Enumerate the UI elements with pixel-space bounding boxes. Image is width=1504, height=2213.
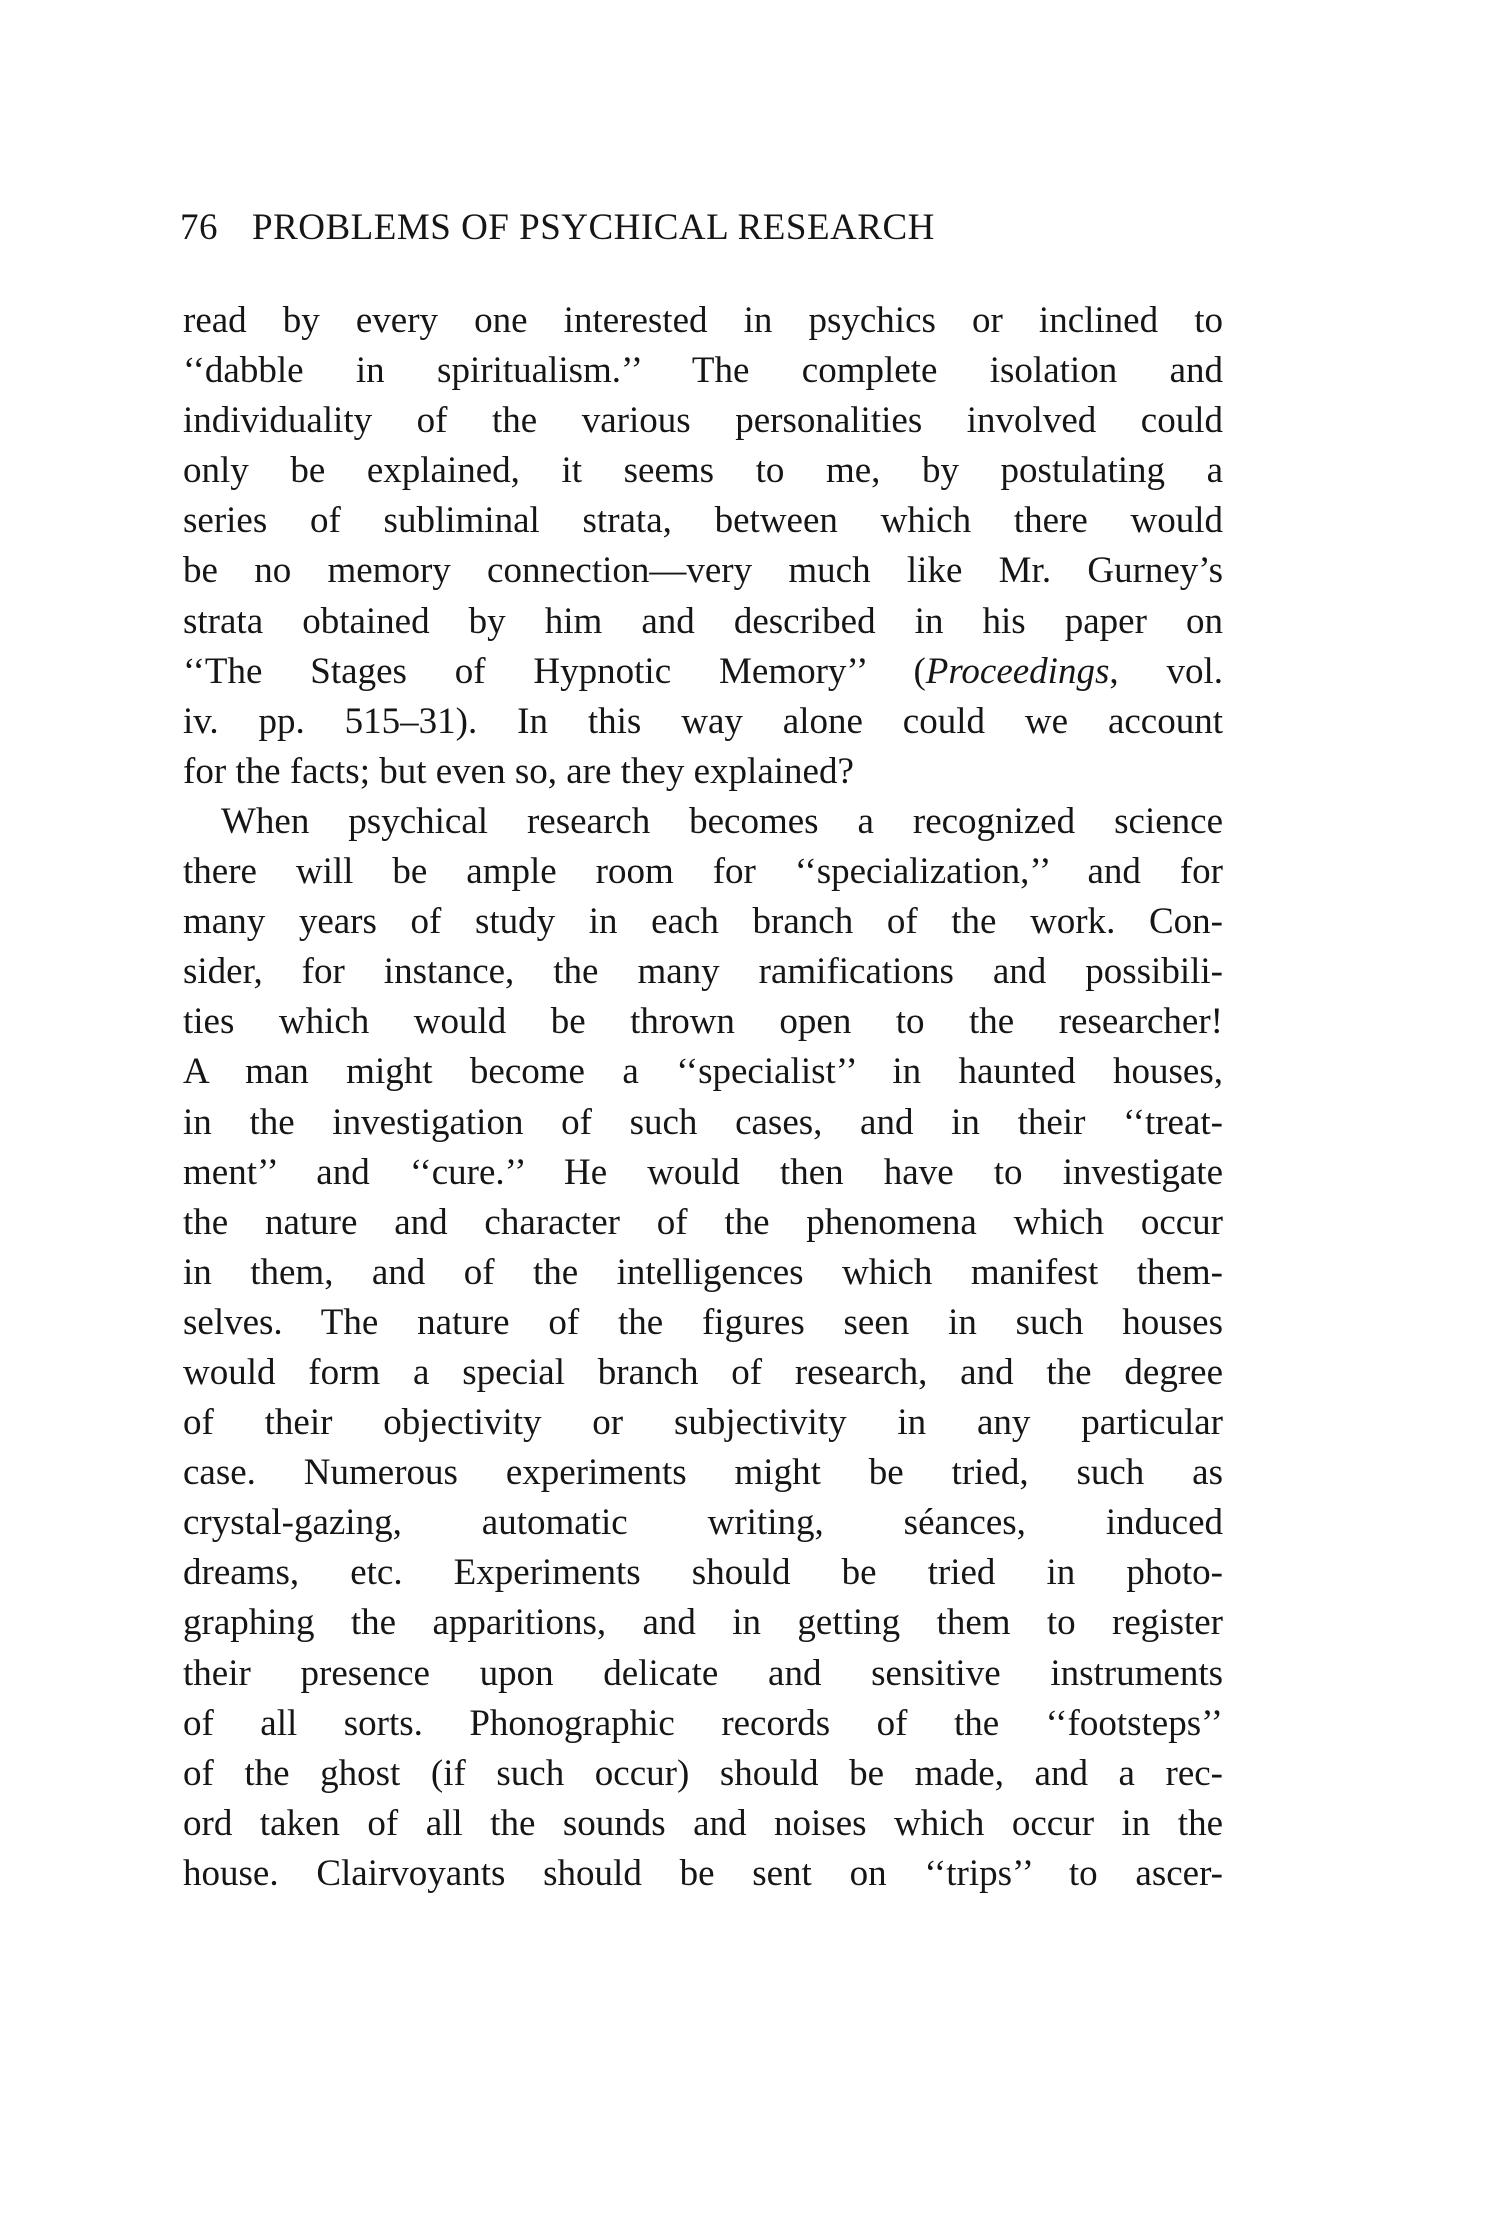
text-line: of the ghost (if such occur) should be made, and a rec- — [183, 1752, 1223, 1794]
running-title: PROBLEMS OF PSYCHICAL RESEARCH — [252, 207, 935, 248]
text-line: case. Numerous experiments might be tried, such as — [183, 1452, 1223, 1494]
text-line: in them, and of the intelligences which manifest them- — [183, 1251, 1223, 1293]
running-header — [180, 206, 1230, 249]
text-line: be no memory connection—very much like Mr. Gurney’s — [183, 550, 1223, 592]
paragraph — [183, 296, 1223, 797]
text-line: in the investigation of such cases, and in their ‘‘treat- — [183, 1101, 1223, 1143]
text-line: iv. pp. 515–31). In this way alone could we account — [183, 700, 1223, 742]
text-line: individuality of the various personalities involved could — [183, 400, 1223, 442]
text-line: would form a special branch of research, and the degree — [183, 1351, 1223, 1393]
text-line: the nature and character of the phenomena which occur — [183, 1201, 1223, 1243]
page-body — [183, 296, 1223, 1899]
text-line: ment’’ and ‘‘cure.’’ He would then have to investigate — [183, 1151, 1223, 1193]
text-line: graphing the apparitions, and in getting them to register — [183, 1602, 1223, 1644]
paragraph — [183, 797, 1223, 1899]
text-line: for the facts; but even so, are they explained? — [183, 750, 854, 792]
text-line: of all sorts. Phonographic records of the ‘‘footsteps’’ — [183, 1702, 1223, 1744]
text-line: crystal-gazing, automatic writing, séances, induced — [183, 1502, 1223, 1544]
text-line: only be explained, it seems to me, by postulating a — [183, 450, 1223, 492]
text-line: their presence upon delicate and sensitive instruments — [183, 1652, 1223, 1694]
text-line: read by every one interested in psychics or inclined to — [183, 300, 1223, 341]
text-line: strata obtained by him and described in his paper on — [183, 600, 1223, 642]
text-line: ‘‘dabble in spiritualism.’’ The complete isolation and — [183, 350, 1223, 392]
text-line: ties which would be thrown open to the researcher! — [183, 1001, 1223, 1043]
text-line: house. Clairvoyants should be sent on ‘‘trips’’ to ascer- — [183, 1852, 1223, 1894]
page-number: 76 — [180, 207, 218, 248]
text-line: ‘‘The Stages of Hypnotic Memory’’ (Proceedings, vol. — [183, 650, 1223, 692]
text-line: ord taken of all the sounds and noises which occur in the — [183, 1802, 1223, 1844]
text-line: selves. The nature of the figures seen in such houses — [183, 1301, 1223, 1343]
text-line: many years of study in each branch of the work. Con- — [183, 901, 1223, 943]
text-line: dreams, etc. Experiments should be tried in photo- — [183, 1552, 1223, 1594]
text-line: series of subliminal strata, between which there would — [183, 500, 1223, 542]
text-line: A man might become a ‘‘specialist’’ in haunted houses, — [183, 1051, 1223, 1093]
text-line: sider, for instance, the many ramifications and possibili- — [183, 951, 1223, 993]
text-line: When psychical research becomes a recognized science — [221, 800, 1223, 842]
text-line: of their objectivity or subjectivity in any particular — [183, 1402, 1223, 1444]
text-line: there will be ample room for ‘‘specialization,’’ and for — [183, 851, 1223, 893]
